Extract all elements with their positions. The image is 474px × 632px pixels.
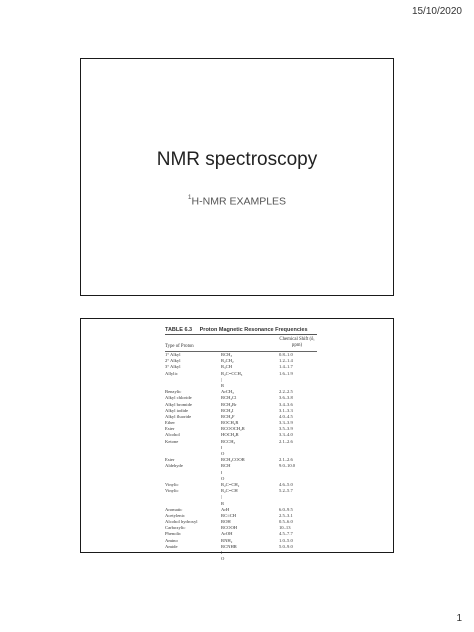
cell-structure: O <box>221 451 225 456</box>
column-header-type: Type of Proton <box>165 344 194 349</box>
cell-structure: O <box>221 475 225 481</box>
table-caption-title: Proton Magnetic Resonance Frequencies <box>199 327 308 333</box>
cell-shift: 3.4–3.6 <box>279 401 293 407</box>
cell-type: Vinylic <box>165 481 179 487</box>
cell-shift: 1.6–1.9 <box>279 370 293 376</box>
cell-structure: R₂C=CH <box>221 488 238 494</box>
cell-shift: 9.0–10.0 <box>279 463 296 469</box>
cell-structure: R₂C=CCH₃ <box>221 370 243 376</box>
cell-shift: 3.3–4.0 <box>279 432 293 438</box>
cell-shift: 2.1–2.6 <box>279 438 293 444</box>
cell-structure: R₃CH <box>221 364 233 370</box>
cell-structure: RCOOH <box>221 525 238 531</box>
cell-structure: RCH₂Cl <box>221 395 237 401</box>
cell-structure: HOCH₂R <box>221 432 239 438</box>
superscript-one: 1 <box>187 194 192 201</box>
cell-structure: R <box>221 382 225 388</box>
cell-type: Carboxylic <box>165 525 186 531</box>
cell-shift: 5.0–9.0 <box>279 543 293 549</box>
cell-structure: RCH₂Br <box>221 401 237 407</box>
cell-type: Ester <box>165 426 175 432</box>
cell-structure: R₂C=CH₂ <box>221 481 240 487</box>
cell-structure: RC≡CH <box>221 512 237 518</box>
cell-structure: RCNHR <box>221 543 237 549</box>
cell-type: Phenolic <box>165 531 182 537</box>
cell-type: Alkyl bromide <box>165 401 192 407</box>
cell-type: Aldehyde <box>165 463 183 469</box>
cell-structure: RNH₂ <box>221 537 233 543</box>
cell-structure: ArOH <box>221 531 233 537</box>
cell-shift: 5.2–5.7 <box>279 488 293 494</box>
cell-type: Ketone <box>165 438 179 444</box>
cell-type: Amino <box>165 537 178 543</box>
slide-2 <box>80 318 394 562</box>
table-header <box>165 335 317 352</box>
cell-structure: RCH₃ <box>221 352 233 357</box>
cell-shift: 10–13 <box>279 525 291 531</box>
cell-type: 1° Alkyl <box>165 352 181 357</box>
date-label: 15/10/2020 <box>411 6 462 17</box>
cell-structure: | <box>221 376 222 382</box>
cell-shift: 0.5–6.0 <box>279 519 293 525</box>
cell-structure: ‖ <box>221 550 223 555</box>
cell-type: Ether <box>165 420 175 426</box>
cell-type: Alkyl fluoride <box>165 413 192 419</box>
cell-structure: ROH <box>221 519 231 525</box>
cell-type: Alkyl iodide <box>165 407 189 413</box>
cell-shift: 4.0–4.5 <box>279 413 293 419</box>
table-body <box>165 352 317 562</box>
cell-structure: O <box>221 556 225 562</box>
cell-shift: 3.6–3.8 <box>279 395 293 401</box>
cell-shift: 2.2–2.5 <box>279 389 293 395</box>
cell-type: Alcohol <box>165 432 180 438</box>
cell-structure: ArH <box>221 506 230 512</box>
cell-type: Ester <box>165 457 175 463</box>
page-number: 1 <box>456 613 462 624</box>
cell-type: 2° Alkyl <box>165 358 181 364</box>
cell-type: 3° Alkyl <box>165 364 181 370</box>
cell-structure: ‖ <box>221 444 223 450</box>
cell-shift: 3.1–3.3 <box>279 407 293 413</box>
cell-type: Alcohol hydroxyl <box>165 519 198 525</box>
cell-structure: RCH₂I <box>221 407 234 413</box>
cell-shift: 1.2–1.4 <box>279 358 293 364</box>
cell-shift: 4.5–7.7 <box>279 531 293 537</box>
column-header-shift: Chemical Shift (δ, ppm) <box>279 337 315 348</box>
nmr-shift-table <box>165 327 317 562</box>
cell-structure: RCH <box>221 463 231 469</box>
cell-structure: ArCH₃ <box>221 389 234 395</box>
cell-structure: RCCH₃ <box>221 438 236 444</box>
table-row <box>165 556 317 562</box>
cell-structure: RCOOCH₂R <box>221 426 245 432</box>
slide-title: NMR spectroscopy <box>156 149 318 170</box>
cell-structure: R <box>221 500 225 506</box>
cell-shift: 3.3–3.9 <box>279 420 293 426</box>
slide-subtitle <box>81 195 393 208</box>
cell-structure: ROCH₂R <box>221 420 239 426</box>
table-caption <box>165 327 317 335</box>
cell-shift: 4.6–5.0 <box>279 481 293 487</box>
cell-type: Benzylic <box>165 389 182 395</box>
cell-structure: ‖ <box>221 469 223 475</box>
cell-type: Aromatic <box>165 506 183 512</box>
cell-structure: RCH₂F <box>221 413 235 419</box>
cell-type: Alkyl chloride <box>165 395 192 401</box>
cell-structure: RCH₂COOR <box>221 457 245 463</box>
cell-shift: 3.5–3.9 <box>279 426 293 432</box>
cell-shift: 1.4–1.7 <box>279 364 293 370</box>
cell-shift: 2.5–3.1 <box>279 512 293 518</box>
cell-type: Allylic <box>165 370 178 376</box>
cell-type: Acetylenic <box>165 512 185 518</box>
cell-structure: R₂CH₂ <box>221 358 234 364</box>
subtitle-text: H-NMR EXAMPLES <box>191 195 287 208</box>
cell-shift: 0.8–1.0 <box>279 352 293 357</box>
cell-type: Vinylic <box>165 488 179 494</box>
slide-1 <box>80 58 394 296</box>
table-caption-label: TABLE 6.3 <box>165 327 193 333</box>
cell-type: Amide <box>165 543 178 549</box>
cell-shift: 6.0–9.5 <box>279 506 293 512</box>
cell-shift: 2.1–2.6 <box>279 457 293 463</box>
cell-structure: | <box>221 494 222 500</box>
cell-shift: 1.0–5.0 <box>279 537 293 543</box>
